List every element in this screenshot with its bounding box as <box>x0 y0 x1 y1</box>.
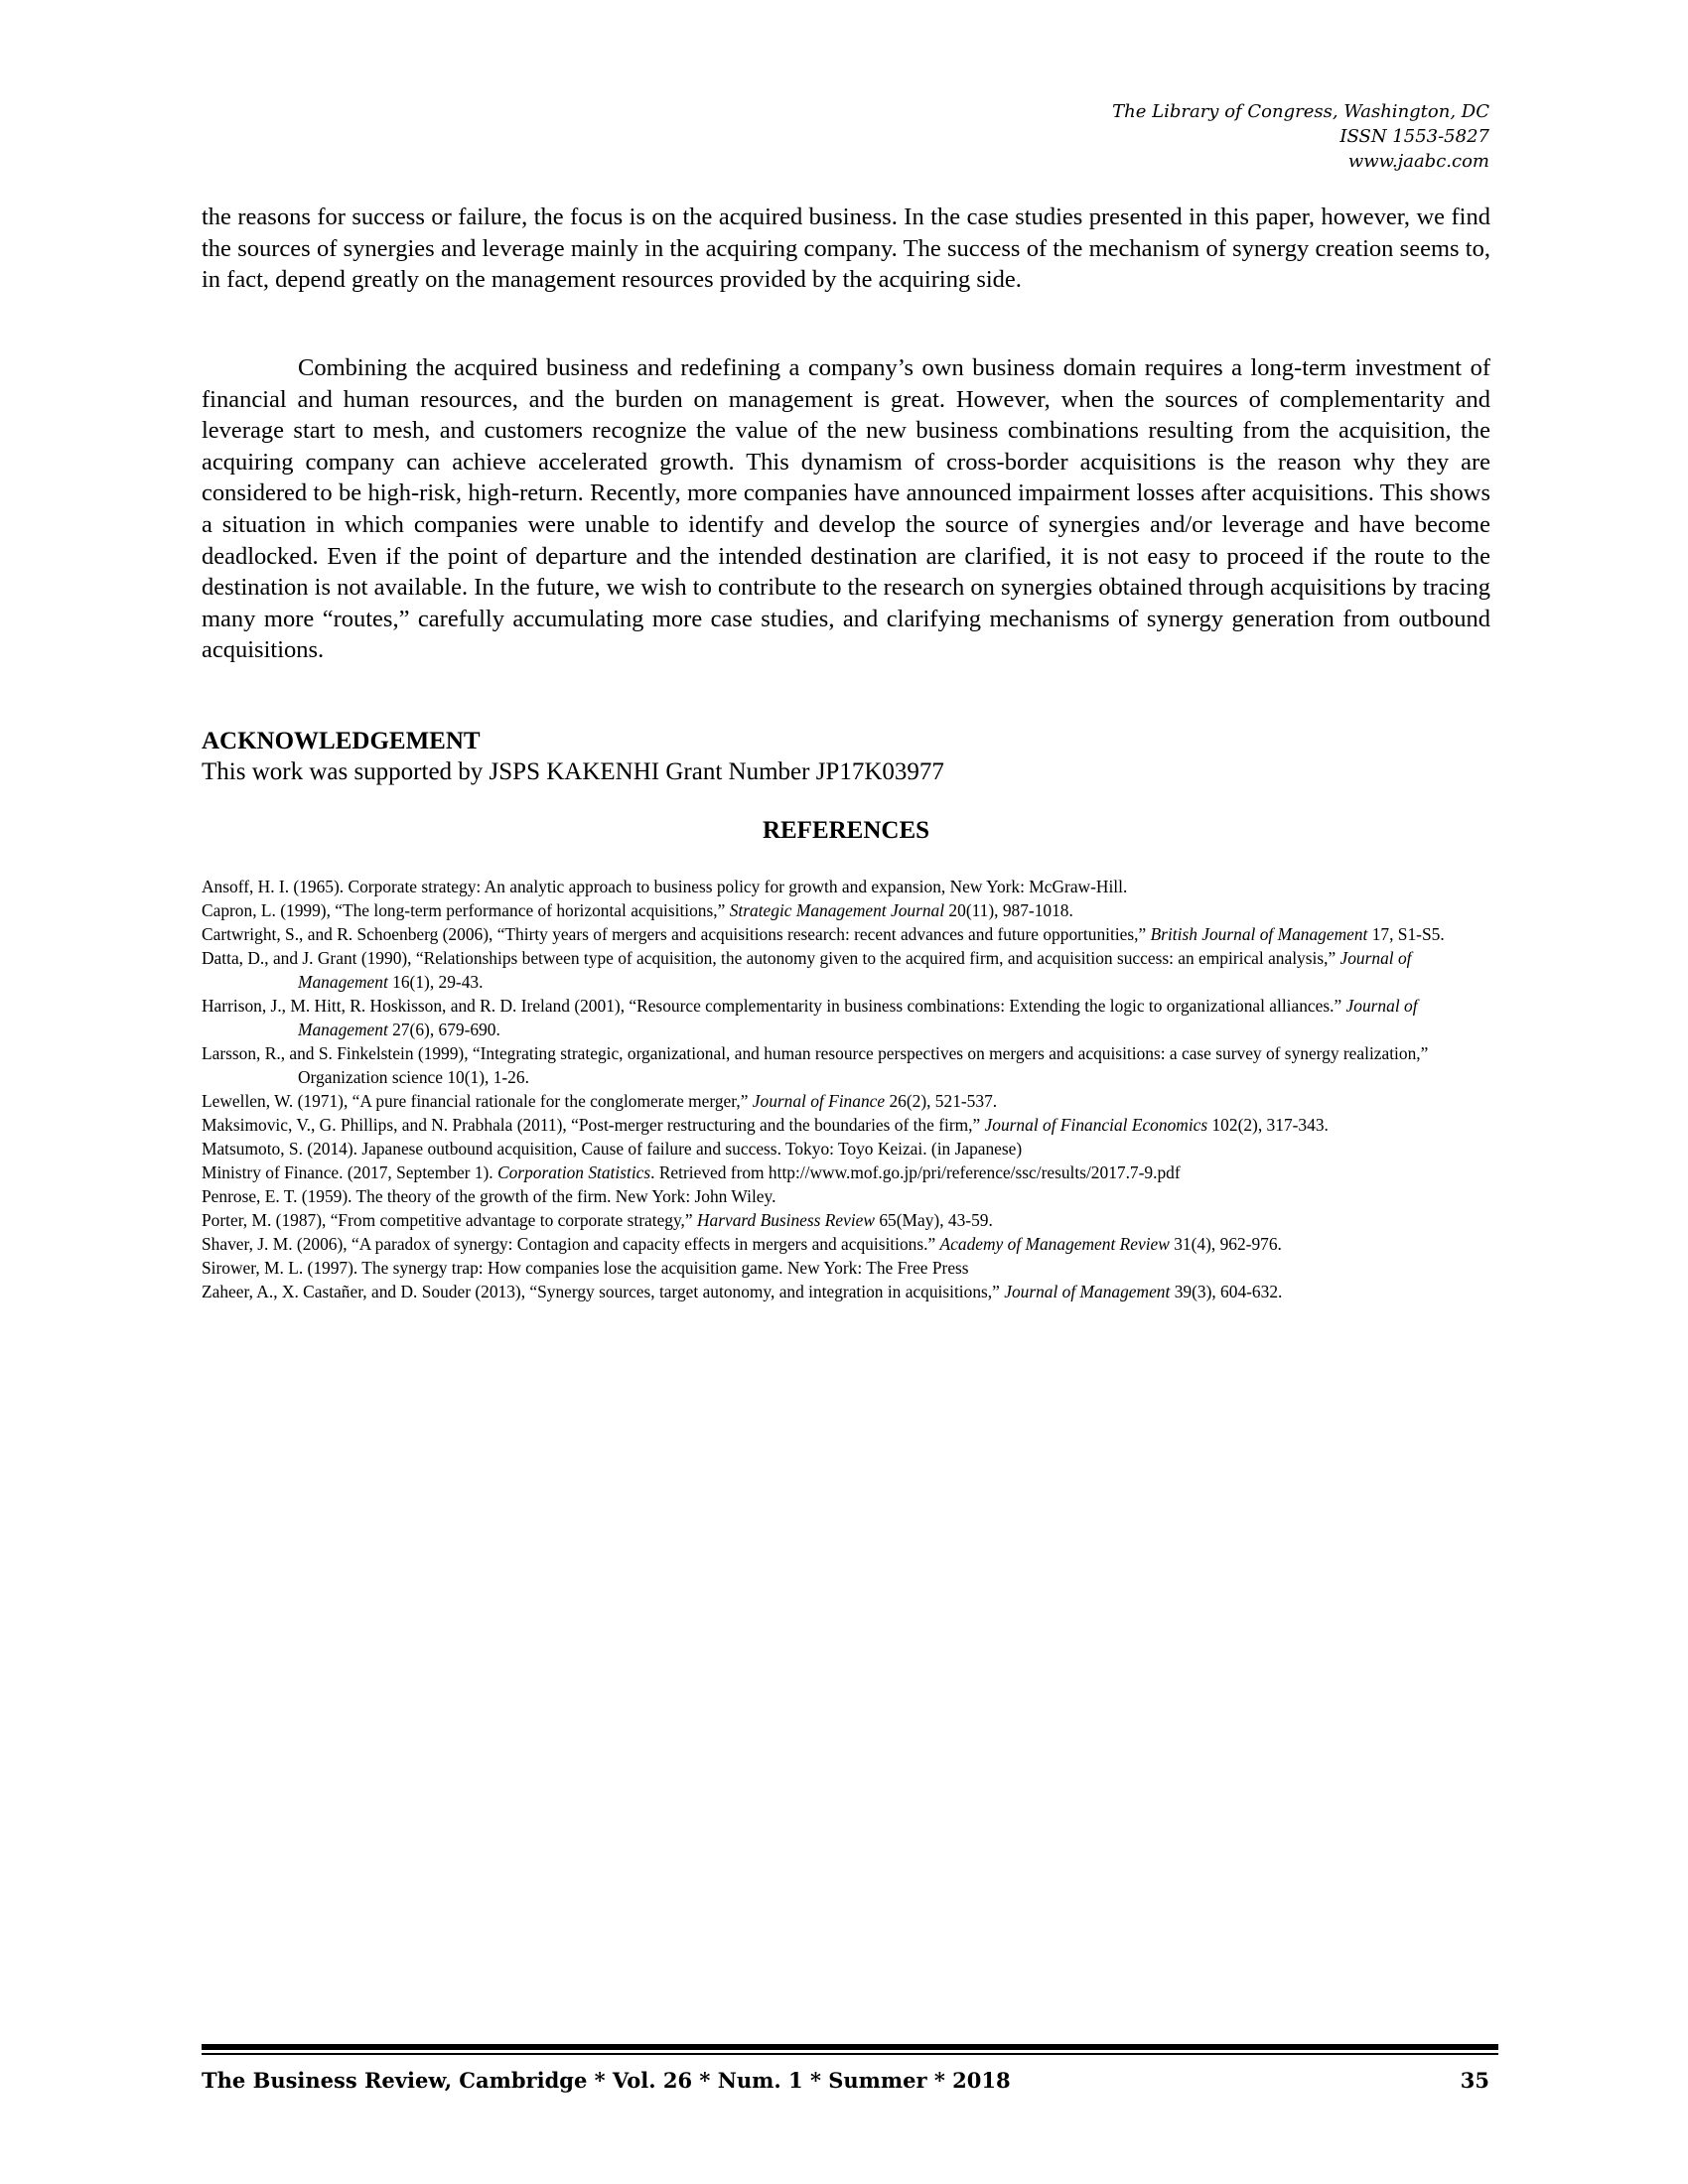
footer-journal-info: The Business Review, Cambridge * Vol. 26 * Num. 1 * Summer * 2018 <box>202 2068 1011 2093</box>
reference-item: Lewellen, W. (1971), “A pure financial rationale for the conglomerate merger,” Journal of Finance 26(2), 521-537. <box>202 1091 998 1111</box>
reference-item: Harrison, J., M. Hitt, R. Hoskisson, and R. D. Ireland (2001), “Resource complementarity in business combinations: Extending the logic to organizational alliances.” Journal of Management 27(6), 679-690. <box>202 996 1418 1039</box>
acknowledgement-text: This work was supported by JSPS KAKENHI Grant Number JP17K03977 <box>202 758 944 785</box>
header-issn: ISSN 1553-5827 <box>1339 126 1489 147</box>
references-heading: REFERENCES <box>762 817 930 844</box>
reference-item: Ministry of Finance. (2017, September 1). Corporation Statistics. Retrieved from http://www.mof.go.jp/pri/reference/ssc/results/2017.7-9.pdf <box>202 1162 1181 1182</box>
footer-rule-thin <box>202 2053 1498 2055</box>
footer-rule-thick <box>202 2044 1498 2050</box>
reference-item: Ansoff, H. I. (1965). Corporate strategy: An analytic approach to business policy for growth and expansion, New York: McGraw-Hill. <box>202 877 1128 896</box>
reference-item: Sirower, M. L. (1997). The synergy trap: How companies lose the acquisition game. New York: The Free Press <box>202 1258 969 1278</box>
body-paragraph-1: the reasons for success or failure, the focus is on the acquired business. In the case studies presented in this paper, however, we find the sources of synergies and leverage mainly in the acquiring company. The success of the mechanism of synergy creation seems to, in fact, depend greatly on the management resources provided by the acquiring side. <box>202 204 1490 294</box>
reference-item: Maksimovic, V., G. Phillips, and N. Prabhala (2011), “Post-merger restructuring and the boundaries of the firm,” Journal of Financial Economics 102(2), 317-343. <box>202 1115 1329 1135</box>
reference-item: Porter, M. (1987), “From competitive advantage to corporate strategy,” Harvard Business Review 65(May), 43-59. <box>202 1210 993 1230</box>
reference-item: Capron, L. (1999), “The long-term performance of horizontal acquisitions,” Strategic Management Journal 20(11), 987-1018. <box>202 900 1073 920</box>
body-paragraph-2: Combining the acquired business and redefining a company’s own business domain requires a long-term investment of financial and human resources, and the burden on management is great. However, when the sources of complementarity and leverage start to mesh, and customers recognize the value of the new business combinations resulting from the acquisition, the acquiring company can achieve accelerated growth. This dynamism of cross-border acquisitions is the reason why they are considered to be high-risk, high-return. Recently, more companies have announced impairment losses after acquisitions. This shows a situation in which companies were unable to identify and develop the source of synergies and/or leverage and have become deadlocked. Even if the point of departure and the intended destination are clarified, it is not easy to proceed if the route to the destination is not available. In the future, we wish to contribute to the research on synergies obtained through acquisitions by tracing many more “routes,” carefully accumulating more case studies, and clarifying mechanisms of synergy generation from outbound acquisitions. <box>202 354 1490 664</box>
reference-item: Datta, D., and J. Grant (1990), “Relationships between type of acquisition, the autonomy given to the acquired firm, and acquisition success: an empirical analysis,” Journal of Management 16(1), 29-43. <box>202 948 1412 992</box>
reference-item: Penrose, E. T. (1959). The theory of the growth of the firm. New York: John Wiley. <box>202 1186 776 1206</box>
page-header <box>1112 99 1489 174</box>
reference-item: Shaver, J. M. (2006), “A paradox of synergy: Contagion and capacity effects in mergers and acquisitions.” Academy of Management Review 31(4), 962-976. <box>202 1234 1282 1254</box>
reference-item: Zaheer, A., X. Castañer, and D. Souder (2013), “Synergy sources, target autonomy, and integration in acquisitions,” Journal of Management 39(3), 604-632. <box>202 1282 1283 1301</box>
reference-item: Cartwright, S., and R. Schoenberg (2006), “Thirty years of mergers and acquisitions research: recent advances and future opportunities,” British Journal of Management 17, S1-S5. <box>202 924 1445 944</box>
reference-list <box>202 875 1492 1303</box>
reference-item: Larsson, R., and S. Finkelstein (1999), “Integrating strategic, organizational, and human resource perspectives on mergers and acquisitions: a case survey of synergy realization,” Organization science 10(1), 1-26. <box>202 1043 1429 1087</box>
reference-item: Matsumoto, S. (2014). Japanese outbound acquisition, Cause of failure and success. Tokyo: Toyo Keizai. (in Japanese) <box>202 1139 1023 1159</box>
acknowledgement-heading: ACKNOWLEDGEMENT <box>202 728 481 754</box>
page-number: 35 <box>1460 2068 1489 2093</box>
header-website: www.jaabc.com <box>1347 151 1489 172</box>
header-publisher: The Library of Congress, Washington, DC <box>1112 101 1489 122</box>
